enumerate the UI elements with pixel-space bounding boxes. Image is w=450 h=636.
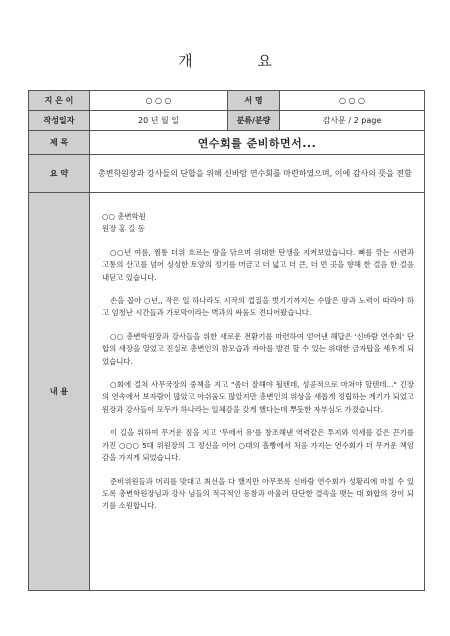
signature-value: ○ ○ ○ bbox=[280, 91, 425, 111]
addressee-org: ○○ 총변학원 bbox=[102, 212, 146, 221]
content-paragraph-2: 손을 꼽아 ○년,, 작은 일 하나라도 시작의 껍질을 벗기기까지는 수많은 땀과 노력이 따라야 하고 엄청난 시간들과 가로막이라는 벽과의 싸움도 견디어왔습니다. bbox=[102, 296, 414, 318]
addressee-name: 원장 홍 길 동 bbox=[102, 224, 145, 234]
date-label: 작성일자 bbox=[29, 111, 90, 131]
content-paragraph-6: 준비위원들과 머리를 맞대고 최선을 다 했지만 아무쪼록 신바람 연수회가 성황리에 마칠 수 있도록 총변학원장님과 강사 님들의 적극적인 동참과 아울러 단단한 결속을 맺는 대 화합의 장이 되기를 소원합니다. bbox=[102, 476, 414, 511]
category-value: 감사문 / 2 page bbox=[280, 111, 425, 131]
content-paragraph-3: ○○ 총변학원장과 강사들을 위한 새로운 전환기를 마련하여 얻어낸 해답은 '신바람 연수회' 단합의 새장을 열었고 진실로 총변인의 참모습과 자아를 발견 할 수 있는 위대한 금자탑을 세우게 되었습니다. bbox=[102, 331, 414, 366]
summary-text: 총변학원장과 강사들의 단합을 위해 신바람 연수회를 마련하였으며, 이에 감사의 뜻을 전함 bbox=[90, 155, 425, 193]
content-paragraph-5: 이 길을 위하여 무거운 짐을 지고 '무에서 유'를 창조해낸 역력같은 투지와 억세를 같은 끈기를 가진 ○○○ 5대 위원장의 그 정신을 이어 ○대의 흘빵에서 처음 가지는 연수회가 더 무거운 책임감을 가지게 되었습니다. bbox=[102, 428, 414, 463]
summary-form bbox=[28, 90, 425, 591]
content-paragraph-4: ○회에 걸쳐 사무국장의 중책을 지고 "좀더 잘해야 될텐데, 성공적으로 마쳐야 할텐데..." 긴장의 연속에서 보자람이 많았고 아쉬움도 많았지만 총변인의 위상을 새롭게 정립하는 계기가 되었고 원장과 강사들이 모두가 하나라는 일체감을 갖게 했다는데 뿌듯한 자부심도 가졌습니다. bbox=[102, 380, 414, 414]
date-value: 20 년 월 일 bbox=[90, 111, 228, 131]
author-label: 지 은 이 bbox=[29, 91, 90, 111]
signature-label: 서 명 bbox=[228, 91, 280, 111]
author-value: ○ ○ ○ bbox=[90, 91, 228, 111]
title-label: 제 목 bbox=[29, 131, 90, 155]
summary-label: 요 약 bbox=[29, 155, 90, 193]
category-label: 분류/분량 bbox=[228, 111, 280, 131]
content-label: 내 용 bbox=[29, 193, 90, 591]
document-title: 연수회를 준비하면서... bbox=[90, 131, 425, 155]
content-body bbox=[90, 193, 425, 591]
content-paragraph-1: ○○년 여름, 찜통 더위 흐르는 땀을 닦으며 위대한 탄생을 지켜보았습니다. 뼈를 깎는 시련과 고통의 산고를 넘어 싱싱한 토양의 정기를 머금고 더 넓고 더 큰, 더 먼 곳을 향해 한 걸음 한 걸음 내딛고 있습니다. bbox=[102, 247, 414, 282]
page-title: 개 요 bbox=[178, 52, 302, 70]
